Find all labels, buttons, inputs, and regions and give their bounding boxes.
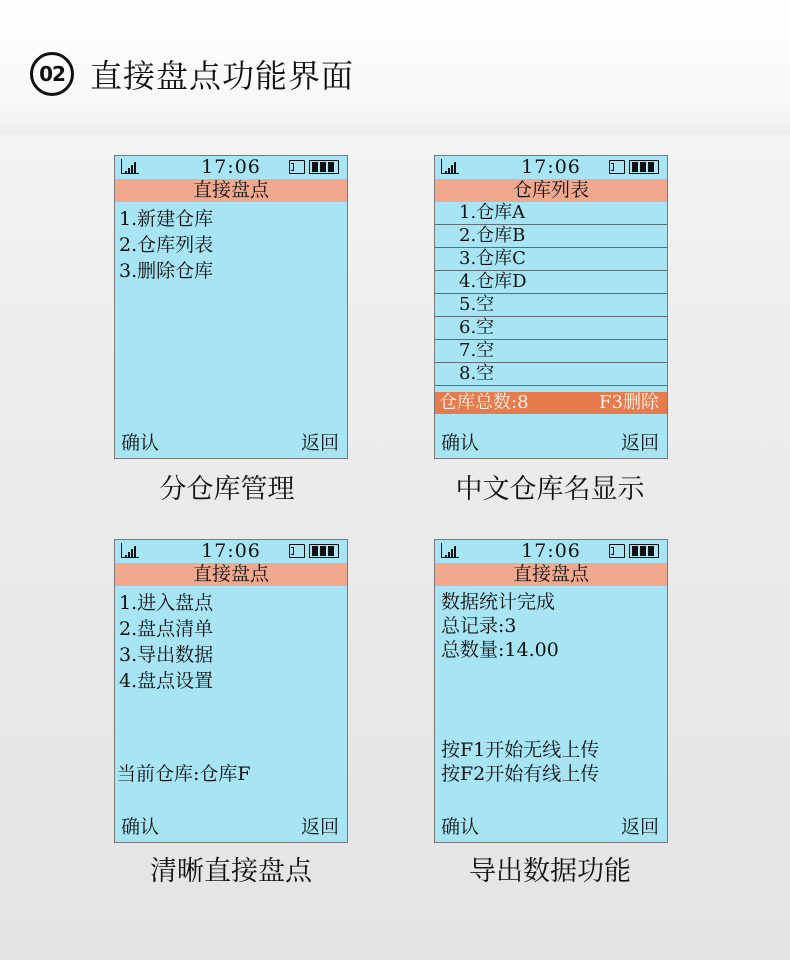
back-softkey[interactable]: 返回 (300, 432, 339, 454)
sd-card-icon (609, 544, 625, 558)
menu-item-new-warehouse[interactable]: 1.新建仓库 (119, 208, 214, 230)
warehouse-list (435, 202, 667, 386)
clock: 17:06 (201, 156, 261, 178)
clock: 17:06 (201, 540, 261, 562)
screen-title: 仓库列表 (435, 179, 667, 202)
sd-card-icon (609, 160, 625, 174)
confirm-softkey[interactable]: 确认 (441, 432, 480, 454)
sd-card-icon (289, 544, 305, 558)
f3-delete-hint: F3删除 (599, 392, 659, 413)
battery-icon (629, 160, 659, 174)
device-screen-warehouse-menu (114, 155, 348, 459)
wireless-upload-hint: 按F1开始无线上传 (441, 739, 600, 761)
caption-export-data-function: 导出数据功能 (469, 856, 631, 887)
total-records-text: 总记录:3 (441, 615, 517, 637)
confirm-softkey[interactable]: 确认 (441, 816, 480, 838)
status-bar (435, 156, 667, 178)
warehouse-list-item[interactable]: 5.空 (435, 294, 667, 317)
warehouse-list-item[interactable]: 7.空 (435, 340, 667, 363)
menu-item-enter-inventory[interactable]: 1.进入盘点 (119, 592, 214, 614)
warehouse-list-item[interactable]: 8.空 (435, 363, 667, 386)
screen-title: 直接盘点 (115, 563, 347, 586)
confirm-softkey[interactable]: 确认 (121, 432, 160, 454)
back-softkey[interactable]: 返回 (300, 816, 339, 838)
warehouse-list-item[interactable]: 4.仓库D (435, 271, 667, 294)
menu-list (119, 590, 213, 694)
section-number-badge: 02 (30, 52, 74, 96)
warehouse-list-item[interactable]: 6.空 (435, 317, 667, 340)
menu-item-export-data[interactable]: 3.导出数据 (119, 644, 214, 666)
screen-title: 直接盘点 (115, 179, 347, 202)
device-screen-inventory-menu (114, 539, 348, 843)
caption-chinese-warehouse-names: 中文仓库名显示 (455, 474, 645, 505)
clock: 17:06 (521, 540, 581, 562)
status-bar (435, 540, 667, 562)
device-screen-warehouse-list (434, 155, 668, 459)
device-screen-export-data (434, 539, 668, 843)
warehouse-summary-bar (435, 392, 667, 414)
stats-complete-text: 数据统计完成 (441, 591, 556, 613)
wired-upload-hint: 按F2开始有线上传 (441, 763, 600, 785)
page-title: 直接盘点功能界面 (90, 57, 355, 95)
back-softkey[interactable]: 返回 (620, 816, 659, 838)
total-quantity-text: 总数量:14.00 (441, 639, 559, 661)
warehouse-list-item[interactable]: 2.仓库B (435, 225, 667, 248)
caption-warehouse-management: 分仓库管理 (159, 474, 295, 505)
sd-card-icon (289, 160, 305, 174)
screen-title: 直接盘点 (435, 563, 667, 586)
menu-item-inventory-settings[interactable]: 4.盘点设置 (119, 670, 214, 692)
menu-item-warehouse-list[interactable]: 2.仓库列表 (119, 234, 214, 256)
status-bar (115, 156, 347, 178)
menu-item-inventory-list[interactable]: 2.盘点清单 (119, 618, 214, 640)
battery-icon (309, 160, 339, 174)
statistics-text (441, 590, 559, 662)
menu-list (119, 206, 213, 284)
battery-icon (629, 544, 659, 558)
warehouse-list-item[interactable]: 1.仓库A (435, 202, 667, 225)
menu-item-delete-warehouse[interactable]: 3.删除仓库 (119, 260, 214, 282)
status-bar (115, 540, 347, 562)
current-warehouse: 当前仓库:仓库F (117, 763, 251, 785)
confirm-softkey[interactable]: 确认 (121, 816, 160, 838)
warehouse-list-item[interactable]: 3.仓库C (435, 248, 667, 271)
warehouse-total: 仓库总数:8 (439, 392, 529, 413)
clock: 17:06 (521, 156, 581, 178)
battery-icon (309, 544, 339, 558)
upload-instructions (441, 738, 599, 786)
back-softkey[interactable]: 返回 (620, 432, 659, 454)
caption-clear-direct-inventory: 清晰直接盘点 (150, 856, 312, 887)
